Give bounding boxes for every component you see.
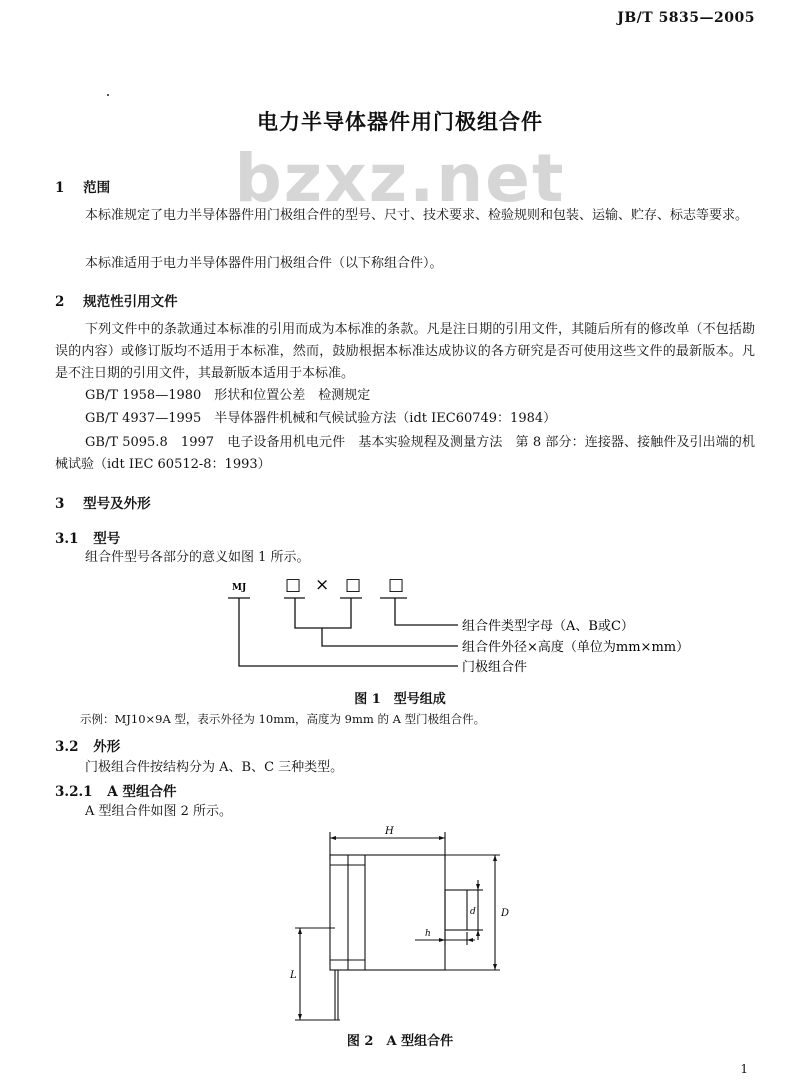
figure-2-arrow-l-top xyxy=(298,928,302,934)
section-1-paragraph-1: 本标准规定了电力半导体器件用门极组合件的型号、尺寸、技术要求、检验规则和包装、运输、贮存、标志等要求。 xyxy=(85,208,749,223)
section-3-2-number: 3.2 xyxy=(55,739,79,755)
section-1-paragraph-2: 本标准适用于电力半导体器件用门极组合件（以下称组合件）。 xyxy=(85,256,443,271)
figure-1-caption: 图 1 型号组成 xyxy=(354,692,446,707)
figure-1-label-type: 组合件类型字母（A、B或C） xyxy=(462,619,634,634)
section-3-heading xyxy=(55,492,151,512)
figure-2-caption: 图 2 A 型组合件 xyxy=(346,1034,454,1049)
document-title: 电力半导体器件用门极组合件 xyxy=(257,109,543,134)
figure-2-label-h-lower: h xyxy=(425,929,431,939)
reference-gbt4937: GB/T 4937—1995 半导体器件机械和气候试验方法（idt IEC60749：1984） xyxy=(85,411,557,426)
section-1-heading xyxy=(55,176,110,196)
section-3-number: 3 xyxy=(55,496,65,512)
section-2-heading xyxy=(55,290,178,310)
section-3-2-1-text: A 型组合件如图 2 所示。 xyxy=(85,804,233,819)
figure-2-label-d-upper: D xyxy=(501,908,510,919)
section-1-title: 范围 xyxy=(83,180,111,196)
scan-dot xyxy=(107,94,109,96)
section-3-2-1-number: 3.2.1 xyxy=(55,784,93,800)
figure-1-leader-size-left xyxy=(295,598,458,646)
figure-2-arrow-h-right xyxy=(439,836,445,840)
page-number: 1 xyxy=(740,1062,748,1076)
figure-1-prefix: MJ xyxy=(232,583,247,593)
figure-2-arrow-small-h-right xyxy=(467,938,473,942)
section-3-1-number: 3.1 xyxy=(55,531,79,547)
section-2-number: 2 xyxy=(55,294,65,310)
section-3-2-1-title: A 型组合件 xyxy=(107,784,177,800)
figure-1-code-4: □ xyxy=(388,575,405,595)
figure-1-code-3: □ xyxy=(345,575,362,595)
figure-1-code-1: □ xyxy=(285,575,302,595)
figure-1-model-code-diagram xyxy=(200,570,760,685)
figure-1-leader-name xyxy=(239,598,458,666)
figure-2-label-l: L xyxy=(290,970,297,981)
figure-2-arrow-small-d-bottom xyxy=(476,930,480,936)
section-3-1-title: 型号 xyxy=(93,531,121,547)
figure-2-arrow-l-bottom xyxy=(298,1014,302,1020)
figure-1-leader-type xyxy=(395,598,458,625)
figure-2-a-type-drawing xyxy=(285,820,525,1030)
section-3-2-text: 门极组合件按结构分为 A、B、C 三种类型。 xyxy=(85,760,344,775)
section-2-paragraph: 下列文件中的条款通过本标准的引用而成为本标准的条款。凡是注日期的引用文件，其随后所有的修改单（不包括勘误的内容）或修订版均不适用于本标准，然而，鼓励根据本标准达成协议的各方研究是否可使用这些文件的最新版本。凡是不注日期的引用文件，其最新版本适用于本标准。 xyxy=(55,322,755,381)
section-3-1-text: 组合件型号各部分的意义如图 1 所示。 xyxy=(85,550,310,565)
section-3-1-heading xyxy=(55,527,120,547)
figure-1-code-2: × xyxy=(315,575,330,595)
figure-2-label-h-upper: H xyxy=(385,826,394,837)
figure-2-arrow-d-bottom xyxy=(493,964,497,970)
standard-number: JB/T 5835—2005 xyxy=(617,10,755,26)
figure-2-pin xyxy=(445,890,467,930)
section-3-2-title: 外形 xyxy=(93,739,121,755)
section-2-title: 规范性引用文件 xyxy=(83,294,178,310)
figure-1-label-size: 组合件外径×高度（单位为mm×mm） xyxy=(462,640,690,655)
figure-2-arrow-d-top xyxy=(493,855,497,861)
figure-2-body xyxy=(330,855,445,970)
figure-1-leader-size-right xyxy=(322,598,351,628)
figure-1-label-name: 门极组合件 xyxy=(462,660,528,675)
section-1-number: 1 xyxy=(55,180,65,196)
watermark: bzxz.net xyxy=(234,140,566,217)
figure-2-label-d-lower: d xyxy=(470,907,476,917)
figure-2-arrow-h-left xyxy=(330,836,336,840)
figure-2-arrow-small-h-left xyxy=(439,938,445,942)
reference-gbt1958: GB/T 1958—1980 形状和位置公差 检测规定 xyxy=(85,388,371,403)
section-3-title: 型号及外形 xyxy=(83,496,151,512)
figure-2-arrow-small-d-top xyxy=(476,884,480,890)
reference-gbt5095: GB/T 5095.8 1997 电子设备用机电元件 基本实验规程及测量方法 第 8 部分：连接器、接触件及引出端的机械试验（idt IEC 60512-8：1993） xyxy=(55,435,755,472)
section-3-2-heading xyxy=(55,735,120,755)
section-3-2-1-heading xyxy=(55,780,176,800)
example-text: 示例：MJ10×9A 型，表示外径为 10mm，高度为 9mm 的 A 型门极组合件。 xyxy=(80,712,486,726)
